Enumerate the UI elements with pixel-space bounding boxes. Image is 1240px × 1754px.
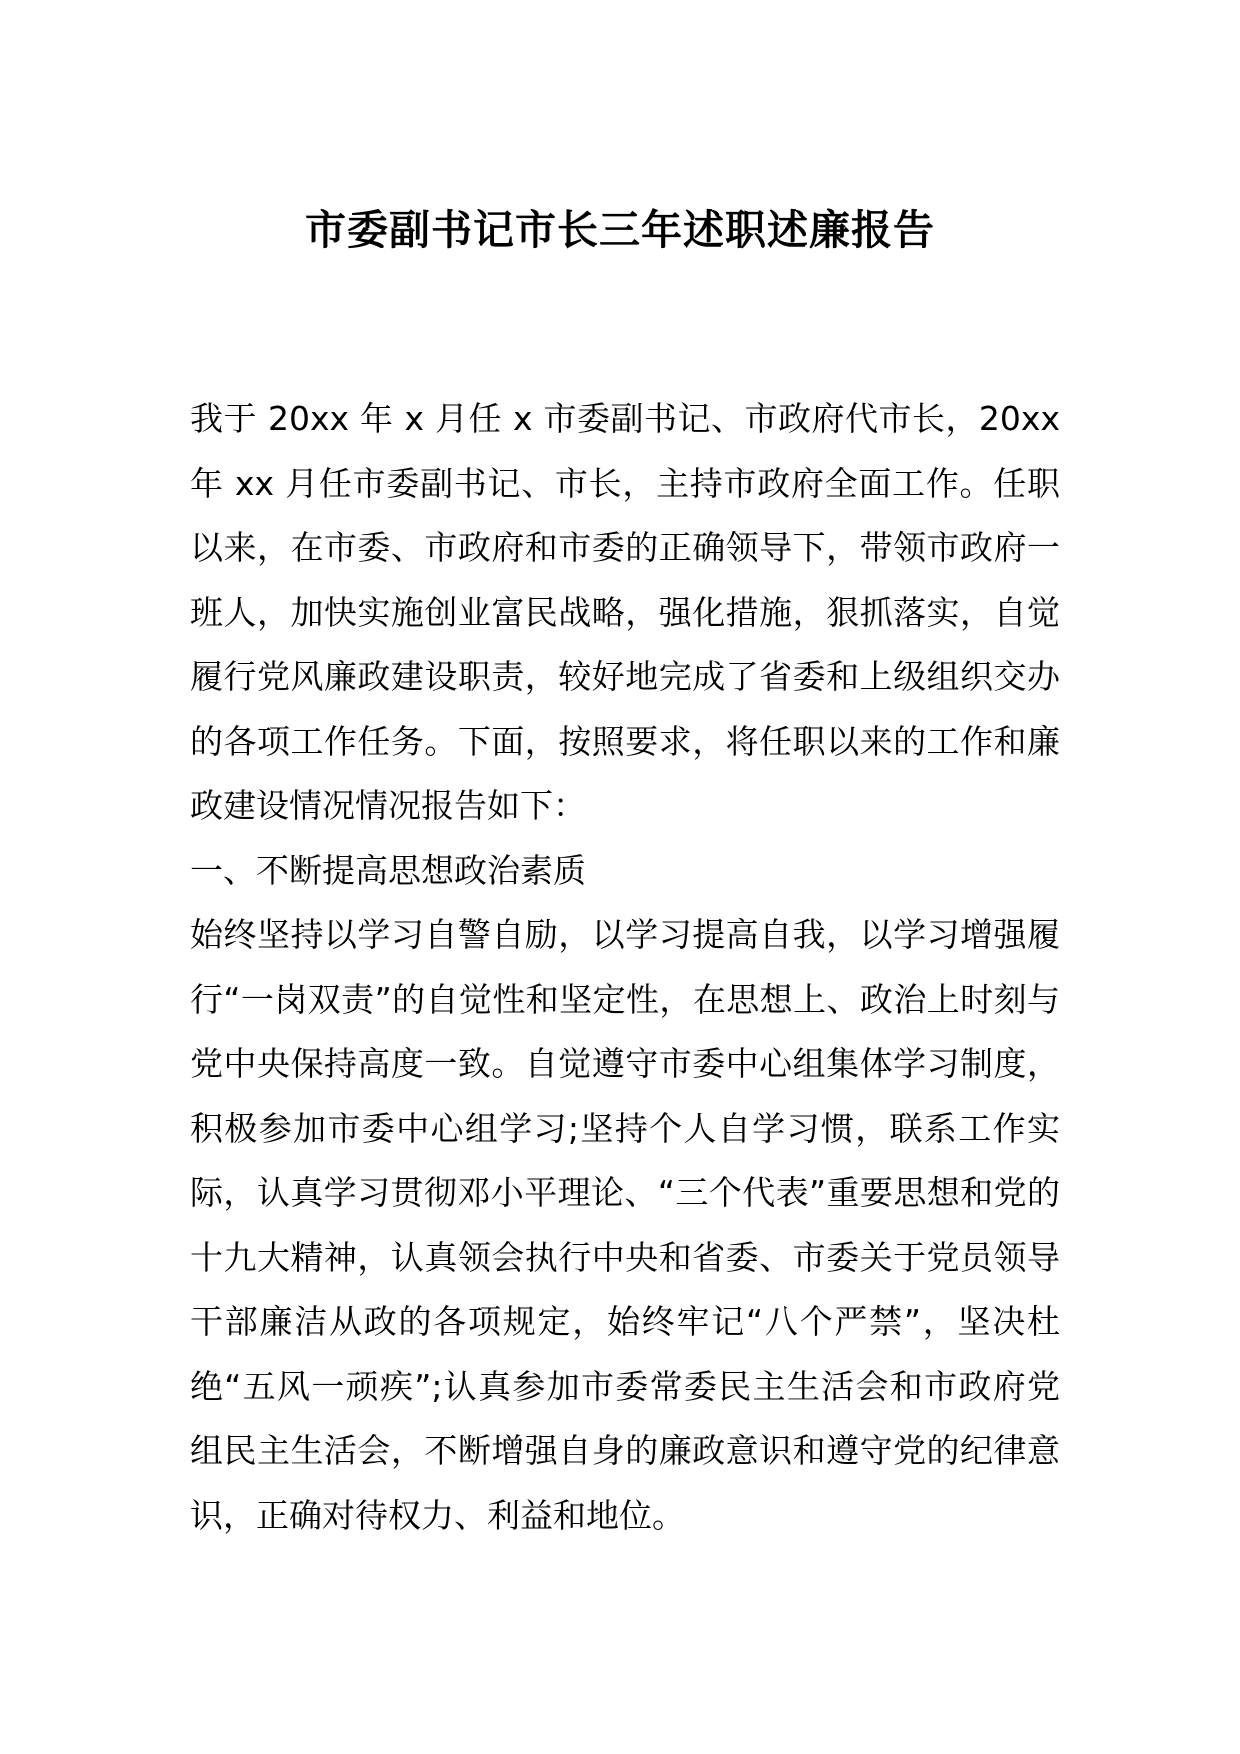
intro-paragraph: 我于 20xx 年 x 月任 x 市委副书记、市政府代市长，20xx 年 xx 月任市委副书记、市长，主持市政府全面工作。任职以来，在市委、市政府和市委的正确领导下，带领市政府一班人，加快实施创业富民战略，强化措施，狠抓落实，自觉履行党风廉政建设职责，较好地完成了省委和上级组织交办的各项工作任务。下面，按照要求，将任职以来的工作和廉政建设情况情况报告如下： [190, 399, 1060, 825]
document-title: 市委副书记市长三年述职述廉报告 [305, 206, 935, 254]
section-paragraph: 始终坚持以学习自警自励，以学习提高自我，以学习增强履行“一岗双责”的自觉性和坚定性，在思想上、政治上时刻与党中央保持高度一致。自觉遵守市委中心组集体学习制度，积极参加市委中心组学习;坚持个人自学习惯，联系工作实际，认真学习贯彻邓小平理论、“三个代表”重要思想和党的十九大精神，认真领会执行中央和省委、市委关于党员领导干部廉洁从政的各项规定，始终牢记“八个严禁”，坚决杜绝“五风一顽疾”;认真参加市委常委民主生活会和市政府党组民主生活会，不断增强自身的廉政意识和遵守党的纪律意识，正确对待权力、利益和地位。 [190, 915, 1060, 1535]
document-body [190, 387, 1060, 1548]
section-heading: 一、不断提高思想政治素质 [190, 850, 586, 890]
